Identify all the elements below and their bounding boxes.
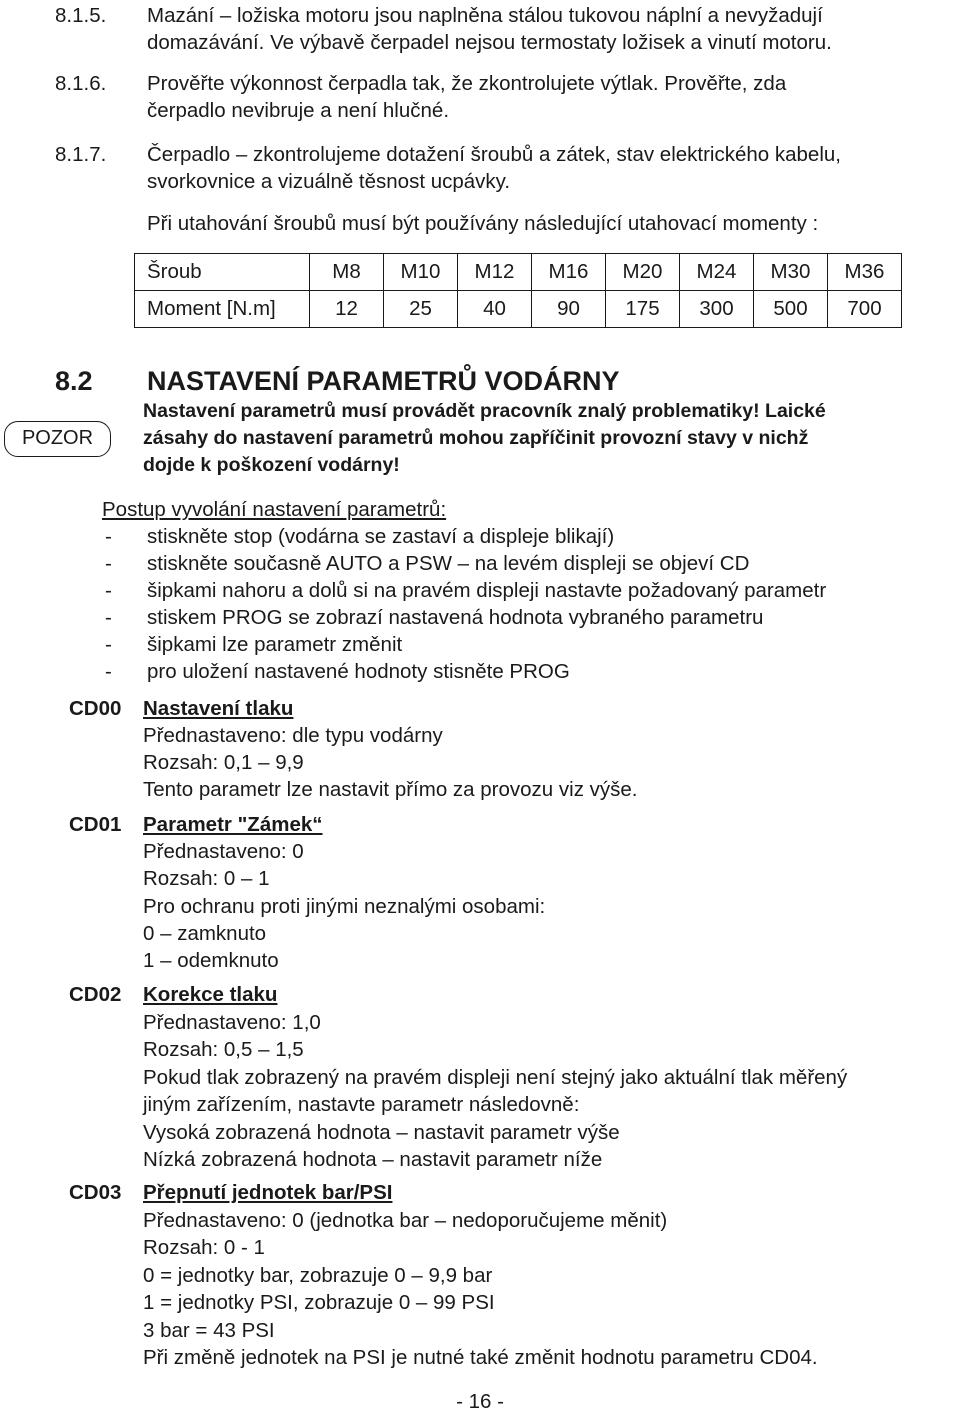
- list-item-text: pro uložení nastavené hodnoty stisněte PROG: [147, 660, 570, 683]
- table-cell: M8: [310, 254, 384, 291]
- list-item: [0, 577, 960, 604]
- list-item: [0, 658, 960, 685]
- table-cell: M24: [680, 254, 754, 291]
- param-line: Pokud tlak zobrazený na pravém displeji není stejný jako aktuální tlak měřený: [143, 1066, 848, 1089]
- param-line: Rozsah: 0,5 – 1,5: [143, 1038, 304, 1061]
- param-line: Rozsah: 0 – 1: [143, 867, 270, 890]
- param-line: jiným zařízením, nastavte parametr následovně:: [143, 1093, 580, 1116]
- param-line: Přednastaveno: 0 (jednotka bar – nedoporučujeme měnit): [143, 1209, 668, 1232]
- list-item-text: šipkami nahoru a dolů si na pravém displeji nastavte požadovaný parametr: [147, 579, 827, 602]
- param-title: Přepnutí jednotek bar/PSI: [143, 1181, 393, 1204]
- param-line: 0 = jednotky bar, zobrazuje 0 – 9,9 bar: [143, 1264, 493, 1287]
- warning-text-line: zásahy do nastavení parametrů mohou zapříčinit provozní stavy v nichž: [143, 427, 809, 449]
- param-code: CD00: [69, 697, 122, 720]
- table-cell: 175: [606, 291, 680, 328]
- param-code: CD02: [69, 983, 122, 1006]
- param-line: Přednastaveno: dle typu vodárny: [143, 724, 443, 747]
- table-cell: M36: [828, 254, 902, 291]
- param-code: CD01: [69, 813, 122, 836]
- table-row: [135, 291, 902, 328]
- list-dash: -: [105, 525, 112, 548]
- param-line: Rozsah: 0 - 1: [143, 1236, 265, 1259]
- param-line: Pro ochranu proti jinými neznalými osobami:: [143, 895, 546, 918]
- list-item: [0, 550, 960, 577]
- section-text-line: Prověřte výkonnost čerpadla tak, že zkontrolujete výtlak. Prověřte, zda: [147, 72, 787, 95]
- torque-intro: Při utahování šroubů musí být používány následující utahovací momenty :: [147, 212, 819, 235]
- table-cell: 25: [384, 291, 458, 328]
- param-line: Přednastaveno: 0: [143, 840, 304, 863]
- table-row: [135, 254, 902, 291]
- table-cell: M16: [532, 254, 606, 291]
- list-dash: -: [105, 579, 112, 602]
- page-number: - 16 -: [456, 1390, 504, 1413]
- warning-text-line: Nastavení parametrů musí provádět pracovník znalý problematiky! Laické: [143, 400, 826, 422]
- table-cell: 700: [828, 291, 902, 328]
- table-cell: M30: [754, 254, 828, 291]
- param-title: Parametr "Zámek“: [143, 813, 323, 836]
- param-title: Nastavení tlaku: [143, 697, 294, 720]
- param-line: 3 bar = 43 PSI: [143, 1319, 275, 1342]
- list-dash: -: [105, 633, 112, 656]
- param-line: Při změně jednotek na PSI je nutné také změnit hodnotu parametru CD04.: [143, 1346, 818, 1369]
- param-title: Korekce tlaku: [143, 983, 278, 1006]
- param-code: CD03: [69, 1181, 122, 1204]
- table-cell: M12: [458, 254, 532, 291]
- section-number: 8.1.7.: [55, 143, 107, 166]
- table-cell: 40: [458, 291, 532, 328]
- list-item: [0, 523, 960, 550]
- heading-number: 8.2: [55, 366, 93, 396]
- table-cell: 90: [532, 291, 606, 328]
- section-number: 8.1.6.: [55, 72, 107, 95]
- heading-title: NASTAVENÍ PARAMETRŮ VODÁRNY: [147, 366, 620, 396]
- section-text-line: čerpadlo nevibruje a není hlučné.: [147, 99, 450, 122]
- param-line: Přednastaveno: 1,0: [143, 1011, 321, 1034]
- table-cell: Moment [N.m]: [135, 291, 310, 328]
- table-cell: M10: [384, 254, 458, 291]
- table-cell: 12: [310, 291, 384, 328]
- param-line: 1 – odemknuto: [143, 949, 279, 972]
- table-cell: 300: [680, 291, 754, 328]
- param-line: Tento parametr lze nastavit přímo za provozu viz výše.: [143, 778, 638, 801]
- list-dash: -: [105, 660, 112, 683]
- table-cell: 500: [754, 291, 828, 328]
- section-number: 8.1.5.: [55, 4, 107, 27]
- list-item-text: šipkami lze parametr změnit: [147, 633, 403, 656]
- table-cell: M20: [606, 254, 680, 291]
- list-dash: -: [105, 606, 112, 629]
- warning-text-line: dojde k poškození vodárny!: [143, 454, 400, 476]
- list-item: [0, 604, 960, 631]
- procedure-title: Postup vyvolání nastavení parametrů:: [102, 498, 447, 521]
- param-line: Rozsah: 0,1 – 9,9: [143, 751, 304, 774]
- list-item-text: stiskněte stop (vodárna se zastaví a displeje blikají): [147, 525, 615, 548]
- table-cell: Šroub: [135, 254, 310, 291]
- list-dash: -: [105, 552, 112, 575]
- list-item-text: stiskem PROG se zobrazí nastavená hodnota vybraného parametru: [147, 606, 764, 629]
- section-text-line: Čerpadlo – zkontrolujeme dotažení šroubů a zátek, stav elektrického kabelu,: [147, 143, 841, 166]
- section-text-line: Mazání – ložiska motoru jsou naplněna stálou tukovou náplní a nevyžadují: [147, 4, 823, 27]
- section-text-line: svorkovnice a vizuálně těsnost ucpávky.: [147, 170, 511, 193]
- param-line: 1 = jednotky PSI, zobrazuje 0 – 99 PSI: [143, 1291, 495, 1314]
- warning-badge: POZOR: [4, 421, 111, 457]
- list-item-text: stiskněte současně AUTO a PSW – na levém displeji se objeví CD: [147, 552, 750, 575]
- section-text-line: domazávání. Ve výbavě čerpadel nejsou termostaty ložisek a vinutí motoru.: [147, 31, 832, 54]
- param-line: Nízká zobrazená hodnota – nastavit parametr níže: [143, 1148, 603, 1171]
- list-item: [0, 631, 960, 658]
- param-line: Vysoká zobrazená hodnota – nastavit parametr výše: [143, 1121, 620, 1144]
- param-line: 0 – zamknuto: [143, 922, 267, 945]
- torque-table: [134, 253, 902, 328]
